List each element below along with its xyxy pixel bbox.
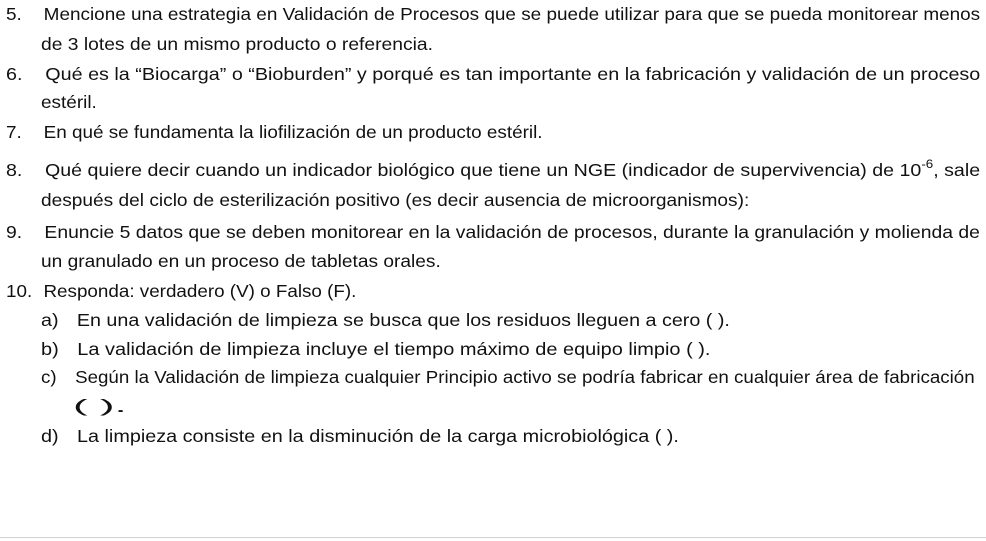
question-9-text: Enuncie 5 datos que se deben monitorear en la validación de procesos, durante la granulación y molienda de <box>44 222 980 242</box>
item-d-text: La limpieza consiste en la disminución de la carga microbiológica ( ). <box>77 426 679 446</box>
question-5-line-2: de 3 lotes de un mismo producto o referencia. <box>41 34 433 54</box>
question-8-text: Qué quiere decir cuando un indicador biológico que tiene un NGE (indicador de supervivencia) de 10 <box>45 160 922 180</box>
question-5-line-1 <box>6 3 980 25</box>
item-d-letter: d) <box>41 426 59 446</box>
item-a-letter: a) <box>41 310 59 330</box>
question-8-line-1 <box>6 159 980 183</box>
item-c-text: Según la Validación de limpieza cualquier Principio activo se podría fabricar en cualquier área de fabricación <box>75 367 975 387</box>
question-6-number: 6. <box>6 64 23 84</box>
question-10-item-b <box>41 338 710 360</box>
question-10-item-c-line-2: ( ). <box>73 396 127 416</box>
question-10-text: Responda: verdadero (V) o Falso (F). <box>43 281 357 301</box>
item-b-text: La validación de limpieza incluye el tiempo máximo de equipo limpio ( ). <box>77 339 711 359</box>
question-9-line-2: un granulado en un proceso de tabletas orales. <box>41 251 441 271</box>
question-6-text: Qué es la “Biocarga” o “Bioburden” y porqué es tan importante en la fabricación y validación de un proceso <box>45 64 981 84</box>
question-6-line-2: estéril. <box>41 92 97 112</box>
question-5-number: 5. <box>6 4 22 24</box>
bottom-divider <box>0 537 986 538</box>
question-10-number: 10. <box>6 281 33 301</box>
question-8-number: 8. <box>6 160 23 180</box>
item-a-text: En una validación de limpieza se busca que los residuos lleguen a cero ( ). <box>76 310 730 330</box>
question-7-line-1 <box>6 121 543 143</box>
question-8-line-2: después del ciclo de esterilización positivo (es decir ausencia de microorganismos): <box>41 190 750 210</box>
question-8-exponent: -6 <box>921 157 934 171</box>
question-7-text: En qué se fundamenta la liofilización de un producto estéril. <box>43 122 543 142</box>
question-10-item-c <box>41 366 975 388</box>
question-9-number: 9. <box>6 222 23 242</box>
item-b-letter: b) <box>41 339 59 359</box>
question-8-text-end: , sale <box>933 160 981 180</box>
item-c-letter: c) <box>41 367 57 387</box>
question-10-item-d <box>41 425 679 447</box>
question-7-number: 7. <box>6 122 22 142</box>
question-10-line-1 <box>6 280 356 302</box>
question-6-line-1 <box>6 63 980 85</box>
question-10-item-a <box>41 309 730 331</box>
question-5-text: Mencione una estrategia en Validación de Procesos que se puede utilizar para que se pueda monitorear menos <box>43 4 981 24</box>
question-9-line-1 <box>6 221 980 243</box>
